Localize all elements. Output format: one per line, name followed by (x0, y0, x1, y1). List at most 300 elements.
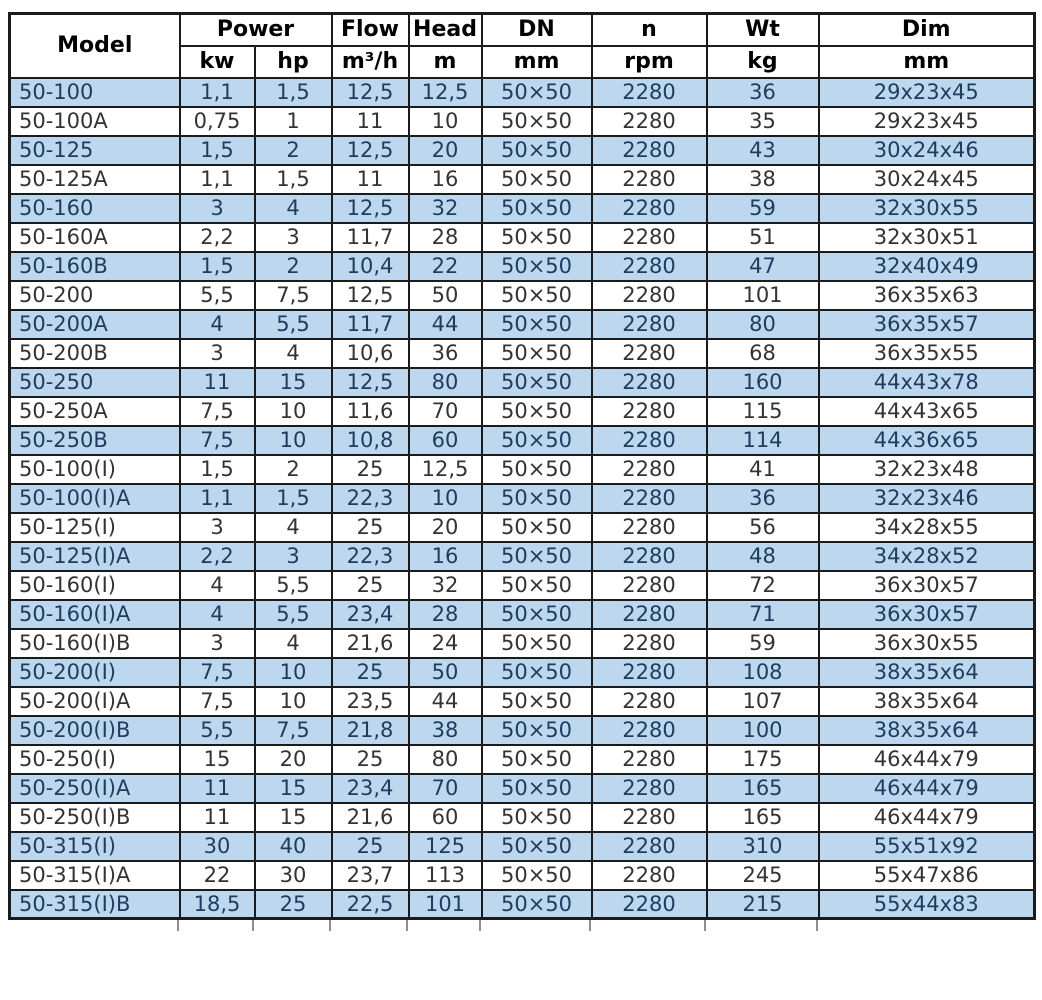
cell-dn: 50×50 (482, 745, 592, 774)
cell-kw: 5,5 (180, 281, 255, 310)
cell-dim: 34x28x55 (819, 513, 1035, 542)
cell-dn: 50×50 (482, 78, 592, 107)
cell-hp: 7,5 (255, 716, 332, 745)
col-header-head: Head (409, 14, 482, 46)
cell-head: 60 (409, 426, 482, 455)
cell-flow: 11 (332, 165, 409, 194)
cell-dim: 36x35x57 (819, 310, 1035, 339)
cell-dn: 50×50 (482, 600, 592, 629)
cell-kw: 3 (180, 629, 255, 658)
cell-model: 50-160(I) (10, 571, 180, 600)
table-row (10, 774, 1035, 803)
cell-dn: 50×50 (482, 107, 592, 136)
cell-n: 2280 (592, 397, 707, 426)
cell-kw: 30 (180, 832, 255, 861)
cell-dn: 50×50 (482, 890, 592, 919)
cell-kw: 3 (180, 194, 255, 223)
cell-n: 2280 (592, 484, 707, 513)
cell-dim: 46x44x79 (819, 803, 1035, 832)
cell-kw: 11 (180, 803, 255, 832)
cell-hp: 20 (255, 745, 332, 774)
cell-model: 50-160 (10, 194, 180, 223)
cell-n: 2280 (592, 339, 707, 368)
col-unit-wt: kg (707, 46, 819, 78)
cell-dim: 32x30x55 (819, 194, 1035, 223)
cell-dim: 38x35x64 (819, 658, 1035, 687)
cell-n: 2280 (592, 745, 707, 774)
table-row (10, 687, 1035, 716)
cell-dn: 50×50 (482, 629, 592, 658)
cell-flow: 21,6 (332, 803, 409, 832)
col-unit-head: m (409, 46, 482, 78)
cell-n: 2280 (592, 368, 707, 397)
table-row (10, 542, 1035, 571)
cell-kw: 22 (180, 861, 255, 890)
cell-model: 50-125A (10, 165, 180, 194)
column-tick (589, 920, 591, 931)
cell-head: 12,5 (409, 455, 482, 484)
cell-head: 28 (409, 600, 482, 629)
cell-hp: 30 (255, 861, 332, 890)
cell-dn: 50×50 (482, 658, 592, 687)
cell-flow: 11,7 (332, 223, 409, 252)
cell-hp: 2 (255, 252, 332, 281)
cell-flow: 11 (332, 107, 409, 136)
cell-head: 12,5 (409, 78, 482, 107)
cell-head: 20 (409, 136, 482, 165)
table-row (10, 745, 1035, 774)
cell-n: 2280 (592, 165, 707, 194)
cell-dim: 55x47x86 (819, 861, 1035, 890)
cell-model: 50-250B (10, 426, 180, 455)
cell-dn: 50×50 (482, 426, 592, 455)
cell-flow: 12,5 (332, 78, 409, 107)
pump-spec-table (8, 12, 1036, 920)
cell-hp: 10 (255, 687, 332, 716)
cell-hp: 1,5 (255, 165, 332, 194)
cell-dn: 50×50 (482, 368, 592, 397)
cell-n: 2280 (592, 78, 707, 107)
cell-n: 2280 (592, 861, 707, 890)
cell-model: 50-125(I)A (10, 542, 180, 571)
cell-model: 50-315(I)A (10, 861, 180, 890)
table-row (10, 136, 1035, 165)
cell-kw: 15 (180, 745, 255, 774)
cell-hp: 1 (255, 107, 332, 136)
cell-dn: 50×50 (482, 165, 592, 194)
cell-head: 22 (409, 252, 482, 281)
table-row (10, 832, 1035, 861)
cell-wt: 101 (707, 281, 819, 310)
cell-model: 50-315(I) (10, 832, 180, 861)
cell-model: 50-100A (10, 107, 180, 136)
cell-kw: 1,5 (180, 455, 255, 484)
cell-flow: 21,6 (332, 629, 409, 658)
table-row (10, 803, 1035, 832)
cell-head: 70 (409, 774, 482, 803)
cell-head: 10 (409, 107, 482, 136)
cell-wt: 48 (707, 542, 819, 571)
cell-kw: 3 (180, 513, 255, 542)
cell-head: 125 (409, 832, 482, 861)
table-row (10, 658, 1035, 687)
cell-dn: 50×50 (482, 194, 592, 223)
table-row (10, 600, 1035, 629)
table-row (10, 861, 1035, 890)
cell-model: 50-160(I)B (10, 629, 180, 658)
cell-hp: 5,5 (255, 600, 332, 629)
cell-model: 50-250 (10, 368, 180, 397)
cell-model: 50-200(I) (10, 658, 180, 687)
cell-kw: 7,5 (180, 397, 255, 426)
cell-kw: 7,5 (180, 426, 255, 455)
cell-dn: 50×50 (482, 281, 592, 310)
cell-kw: 18,5 (180, 890, 255, 919)
cell-kw: 11 (180, 774, 255, 803)
column-tick (816, 920, 818, 931)
cell-head: 44 (409, 687, 482, 716)
cell-wt: 47 (707, 252, 819, 281)
cell-n: 2280 (592, 281, 707, 310)
cell-n: 2280 (592, 223, 707, 252)
cell-dim: 34x28x52 (819, 542, 1035, 571)
cell-wt: 71 (707, 600, 819, 629)
cell-model: 50-160A (10, 223, 180, 252)
col-header-dn: DN (482, 14, 592, 46)
cell-head: 80 (409, 368, 482, 397)
cell-hp: 3 (255, 542, 332, 571)
cell-model: 50-200(I)A (10, 687, 180, 716)
cell-wt: 56 (707, 513, 819, 542)
cell-kw: 2,2 (180, 223, 255, 252)
cell-head: 44 (409, 310, 482, 339)
cell-hp: 10 (255, 426, 332, 455)
cell-dim: 32x40x49 (819, 252, 1035, 281)
cell-wt: 108 (707, 658, 819, 687)
table-body (10, 78, 1035, 919)
cell-head: 50 (409, 658, 482, 687)
col-header-n: n (592, 14, 707, 46)
cell-kw: 4 (180, 571, 255, 600)
cell-head: 16 (409, 165, 482, 194)
table-row (10, 310, 1035, 339)
column-tick (479, 920, 481, 931)
cell-n: 2280 (592, 629, 707, 658)
cell-flow: 22,3 (332, 542, 409, 571)
cell-dn: 50×50 (482, 397, 592, 426)
cell-hp: 40 (255, 832, 332, 861)
cell-hp: 4 (255, 194, 332, 223)
cell-dim: 32x23x46 (819, 484, 1035, 513)
cell-dim: 46x44x79 (819, 745, 1035, 774)
cell-dim: 44x43x78 (819, 368, 1035, 397)
cell-flow: 23,7 (332, 861, 409, 890)
cell-dim: 29x23x45 (819, 107, 1035, 136)
cell-flow: 25 (332, 658, 409, 687)
cell-model: 50-250(I)A (10, 774, 180, 803)
cell-wt: 115 (707, 397, 819, 426)
cell-head: 32 (409, 194, 482, 223)
cell-model: 50-160B (10, 252, 180, 281)
cell-wt: 165 (707, 803, 819, 832)
cell-hp: 4 (255, 339, 332, 368)
cell-model: 50-160(I)A (10, 600, 180, 629)
cell-dn: 50×50 (482, 339, 592, 368)
table-row (10, 281, 1035, 310)
cell-hp: 1,5 (255, 484, 332, 513)
cell-wt: 310 (707, 832, 819, 861)
cell-n: 2280 (592, 252, 707, 281)
cell-hp: 5,5 (255, 571, 332, 600)
cell-flow: 12,5 (332, 136, 409, 165)
table-row (10, 107, 1035, 136)
cell-n: 2280 (592, 542, 707, 571)
cell-flow: 11,7 (332, 310, 409, 339)
cell-kw: 5,5 (180, 716, 255, 745)
cell-flow: 10,4 (332, 252, 409, 281)
col-unit-dn: mm (482, 46, 592, 78)
cell-wt: 36 (707, 78, 819, 107)
col-header-model: Model (10, 14, 180, 78)
cell-kw: 1,1 (180, 165, 255, 194)
table-row (10, 513, 1035, 542)
cell-dim: 29x23x45 (819, 78, 1035, 107)
cell-dn: 50×50 (482, 136, 592, 165)
cell-model: 50-315(I)B (10, 890, 180, 919)
cell-hp: 25 (255, 890, 332, 919)
cell-head: 80 (409, 745, 482, 774)
cell-wt: 80 (707, 310, 819, 339)
table-row (10, 223, 1035, 252)
cell-dn: 50×50 (482, 542, 592, 571)
cell-head: 16 (409, 542, 482, 571)
cell-kw: 4 (180, 600, 255, 629)
cell-dim: 36x35x55 (819, 339, 1035, 368)
cell-head: 20 (409, 513, 482, 542)
cell-hp: 2 (255, 455, 332, 484)
cell-wt: 35 (707, 107, 819, 136)
cell-dim: 44x43x65 (819, 397, 1035, 426)
cell-dim: 36x30x57 (819, 571, 1035, 600)
cell-n: 2280 (592, 890, 707, 919)
col-unit-hp: hp (255, 46, 332, 78)
cell-n: 2280 (592, 658, 707, 687)
cell-model: 50-100(I) (10, 455, 180, 484)
cell-flow: 12,5 (332, 194, 409, 223)
cell-hp: 15 (255, 774, 332, 803)
cell-kw: 1,1 (180, 484, 255, 513)
cell-flow: 25 (332, 571, 409, 600)
table-row (10, 252, 1035, 281)
col-unit-kw: kw (180, 46, 255, 78)
cell-wt: 107 (707, 687, 819, 716)
cell-hp: 2 (255, 136, 332, 165)
cell-wt: 72 (707, 571, 819, 600)
cell-dn: 50×50 (482, 455, 592, 484)
cell-dim: 38x35x64 (819, 687, 1035, 716)
table-row (10, 716, 1035, 745)
cell-hp: 10 (255, 397, 332, 426)
cell-flow: 25 (332, 513, 409, 542)
table-row (10, 368, 1035, 397)
cell-kw: 1,5 (180, 252, 255, 281)
cell-hp: 3 (255, 223, 332, 252)
cell-n: 2280 (592, 774, 707, 803)
cell-wt: 160 (707, 368, 819, 397)
cell-wt: 165 (707, 774, 819, 803)
cell-flow: 12,5 (332, 368, 409, 397)
cell-kw: 4 (180, 310, 255, 339)
cell-model: 50-100(I)A (10, 484, 180, 513)
cell-n: 2280 (592, 832, 707, 861)
col-header-power: Power (180, 14, 332, 46)
cell-kw: 1,1 (180, 78, 255, 107)
cell-head: 38 (409, 716, 482, 745)
cell-dn: 50×50 (482, 310, 592, 339)
cell-hp: 7,5 (255, 281, 332, 310)
cell-dim: 32x30x51 (819, 223, 1035, 252)
cell-flow: 25 (332, 745, 409, 774)
cell-dim: 36x30x57 (819, 600, 1035, 629)
cell-head: 36 (409, 339, 482, 368)
column-tick (177, 920, 179, 931)
cell-kw: 7,5 (180, 658, 255, 687)
cell-head: 28 (409, 223, 482, 252)
cell-dim: 32x23x48 (819, 455, 1035, 484)
cell-kw: 3 (180, 339, 255, 368)
col-unit-dim: mm (819, 46, 1035, 78)
cell-wt: 114 (707, 426, 819, 455)
cell-head: 60 (409, 803, 482, 832)
cell-n: 2280 (592, 803, 707, 832)
cell-hp: 10 (255, 658, 332, 687)
cell-dim: 46x44x79 (819, 774, 1035, 803)
cell-flow: 10,8 (332, 426, 409, 455)
cell-dim: 55x44x83 (819, 890, 1035, 919)
table-row (10, 165, 1035, 194)
cell-kw: 11 (180, 368, 255, 397)
cell-dim: 30x24x45 (819, 165, 1035, 194)
cell-hp: 15 (255, 803, 332, 832)
cell-dim: 38x35x64 (819, 716, 1035, 745)
cell-flow: 12,5 (332, 281, 409, 310)
cell-kw: 7,5 (180, 687, 255, 716)
col-header-dim: Dim (819, 14, 1035, 46)
col-header-wt: Wt (707, 14, 819, 46)
cell-wt: 43 (707, 136, 819, 165)
cell-kw: 0,75 (180, 107, 255, 136)
cell-dim: 36x30x55 (819, 629, 1035, 658)
cell-n: 2280 (592, 136, 707, 165)
cell-model: 50-125 (10, 136, 180, 165)
table-row (10, 194, 1035, 223)
cell-hp: 4 (255, 513, 332, 542)
cell-wt: 215 (707, 890, 819, 919)
cell-model: 50-200A (10, 310, 180, 339)
cell-head: 113 (409, 861, 482, 890)
cell-model: 50-100 (10, 78, 180, 107)
cell-hp: 1,5 (255, 78, 332, 107)
cell-flow: 23,4 (332, 600, 409, 629)
cell-flow: 21,8 (332, 716, 409, 745)
cell-hp: 5,5 (255, 310, 332, 339)
cell-hp: 15 (255, 368, 332, 397)
table-row (10, 629, 1035, 658)
cell-dn: 50×50 (482, 513, 592, 542)
column-tick (252, 920, 254, 931)
cell-dn: 50×50 (482, 223, 592, 252)
cell-n: 2280 (592, 600, 707, 629)
cell-n: 2280 (592, 194, 707, 223)
table-row (10, 484, 1035, 513)
cell-flow: 22,5 (332, 890, 409, 919)
cell-wt: 59 (707, 629, 819, 658)
cell-head: 101 (409, 890, 482, 919)
cell-flow: 11,6 (332, 397, 409, 426)
cell-n: 2280 (592, 571, 707, 600)
table-row (10, 455, 1035, 484)
cell-wt: 41 (707, 455, 819, 484)
table-row (10, 339, 1035, 368)
cell-flow: 10,6 (332, 339, 409, 368)
cell-dn: 50×50 (482, 803, 592, 832)
header-row-groups (10, 14, 1035, 46)
cell-wt: 38 (707, 165, 819, 194)
column-tick (329, 920, 331, 931)
table-row (10, 571, 1035, 600)
cell-wt: 59 (707, 194, 819, 223)
cell-wt: 51 (707, 223, 819, 252)
cell-flow: 25 (332, 832, 409, 861)
cell-n: 2280 (592, 107, 707, 136)
cell-dn: 50×50 (482, 571, 592, 600)
cell-n: 2280 (592, 513, 707, 542)
cell-dn: 50×50 (482, 832, 592, 861)
col-unit-flow: m³/h (332, 46, 409, 78)
table-row (10, 890, 1035, 919)
cell-n: 2280 (592, 310, 707, 339)
col-header-flow: Flow (332, 14, 409, 46)
cell-dim: 36x35x63 (819, 281, 1035, 310)
table-row (10, 78, 1035, 107)
cell-dn: 50×50 (482, 687, 592, 716)
cell-dim: 55x51x92 (819, 832, 1035, 861)
cell-model: 50-200B (10, 339, 180, 368)
cell-dn: 50×50 (482, 774, 592, 803)
cell-n: 2280 (592, 455, 707, 484)
cell-kw: 1,5 (180, 136, 255, 165)
cell-hp: 4 (255, 629, 332, 658)
cell-head: 70 (409, 397, 482, 426)
column-tick (704, 920, 706, 931)
column-ticks (8, 920, 1033, 934)
cell-n: 2280 (592, 716, 707, 745)
cell-wt: 100 (707, 716, 819, 745)
cell-n: 2280 (592, 426, 707, 455)
table-header (10, 14, 1035, 78)
cell-kw: 2,2 (180, 542, 255, 571)
cell-head: 10 (409, 484, 482, 513)
col-unit-n: rpm (592, 46, 707, 78)
cell-model: 50-200(I)B (10, 716, 180, 745)
cell-dn: 50×50 (482, 484, 592, 513)
cell-dn: 50×50 (482, 861, 592, 890)
table-row (10, 426, 1035, 455)
cell-wt: 245 (707, 861, 819, 890)
cell-flow: 25 (332, 455, 409, 484)
cell-model: 50-200 (10, 281, 180, 310)
cell-dim: 44x36x65 (819, 426, 1035, 455)
